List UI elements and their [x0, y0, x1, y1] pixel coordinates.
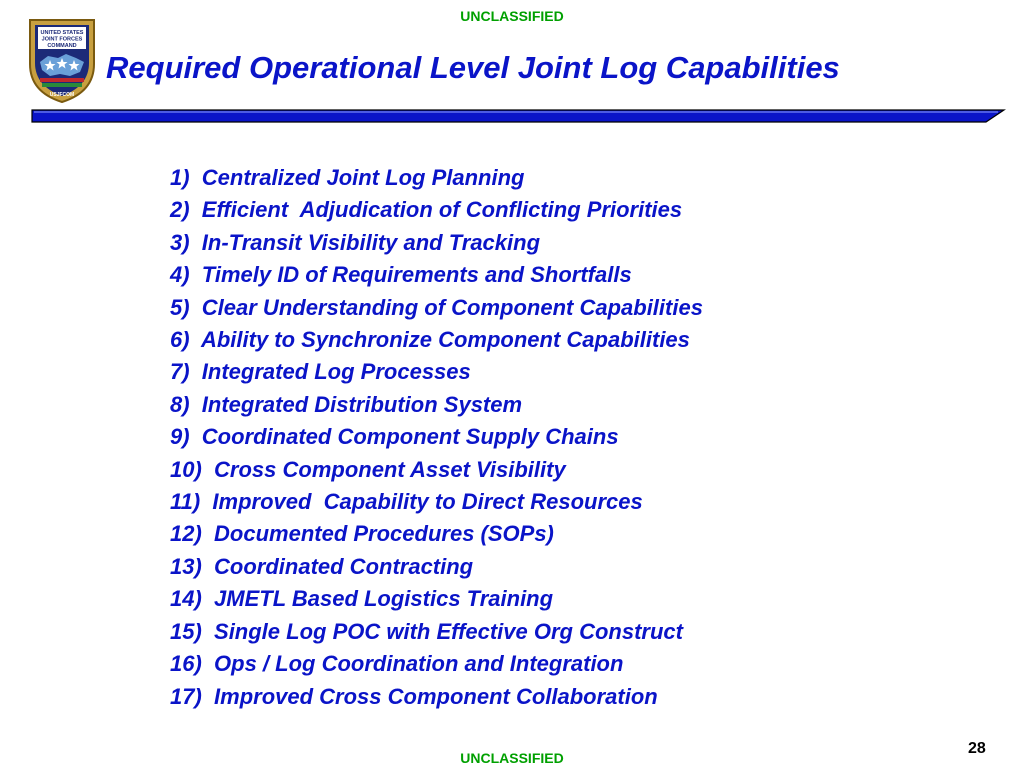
list-item: 11) Improved Capability to Direct Resources	[170, 489, 643, 515]
list-item: 3) In-Transit Visibility and Tracking	[170, 229, 541, 255]
usjfcom-shield-icon	[26, 16, 98, 104]
page-number: 28	[968, 740, 986, 757]
list-item: 13) Coordinated Contracting	[170, 553, 474, 579]
logo-ring-text: USJFCOM	[49, 92, 75, 98]
list-item: 14) JMETL Based Logistics Training	[170, 586, 554, 612]
list-item: 12) Documented Procedures (SOPs)	[170, 521, 554, 547]
list-item: 4) Timely ID of Requirements and Shortfalls	[170, 262, 632, 288]
list-item: 16) Ops / Log Coordination and Integration	[170, 651, 624, 677]
logo-text-3: COMMAND	[47, 43, 77, 49]
list-item: 15) Single Log POC with Effective Org Construct	[170, 618, 683, 644]
classification-banner-bottom: UNCLASSIFIED	[460, 750, 564, 766]
title-divider	[30, 108, 1006, 124]
capabilities-list	[170, 162, 703, 713]
list-item: 1) Centralized Joint Log Planning	[170, 165, 525, 190]
list-item: 5) Clear Understanding of Component Capabilities	[170, 294, 703, 320]
list-item: 17) Improved Cross Component Collaboration	[170, 683, 658, 709]
logo-text-2: JOINT FORCES	[41, 36, 83, 43]
list-item: 9) Coordinated Component Supply Chains	[170, 424, 619, 450]
list-item: 7) Integrated Log Processes	[170, 359, 471, 385]
list-item: 6) Ability to Synchronize Component Capabilities	[170, 327, 690, 353]
list-item: 10) Cross Component Asset Visibility	[170, 456, 566, 482]
classification-banner-top: UNCLASSIFIED	[460, 8, 564, 24]
slide-title: Required Operational Level Joint Log Capabilities	[106, 50, 840, 85]
list-item: 2) Efficient Adjudication of Conflicting Priorities	[170, 197, 683, 223]
list-item: 8) Integrated Distribution System	[170, 391, 523, 417]
logo-text-1: UNITED STATES	[40, 30, 84, 36]
